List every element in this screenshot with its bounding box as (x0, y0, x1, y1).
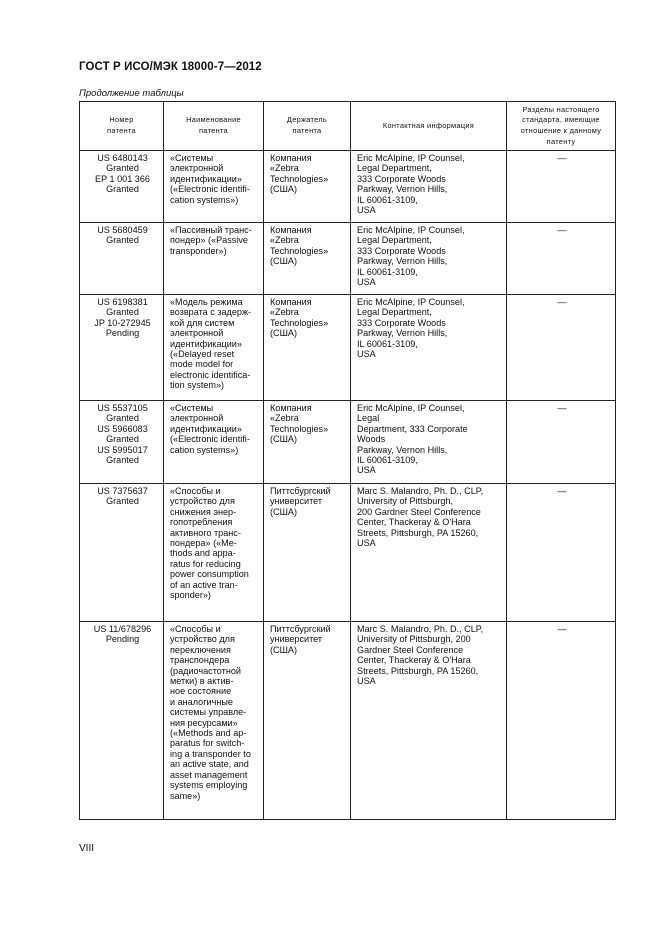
cell-patent-number: US 6198381 Granted JP 10-272945 Pending (80, 295, 164, 401)
cell-patent-number: US 6480143 Granted EP 1 001 366 Granted (80, 151, 164, 223)
table-row (80, 151, 616, 223)
table-header-row (80, 102, 616, 151)
cell-patent-holder: Компания «Zebra Technologies» (США) (264, 151, 351, 223)
cell-contact-info: Marc S. Malandro, Ph. D., CLP, University of Pittsburgh, 200 Gardner Steel Conference Center, Thackeray & O'Hara Streets, Pittsburgh, PA 15260, USA (351, 484, 507, 622)
table-row (80, 223, 616, 295)
cell-patent-name: «Пассивный транс- пондер» («Passive transponder») (164, 223, 264, 295)
cell-related-sections: — (507, 295, 616, 401)
column-header-patent-name: Наименование патента (164, 102, 264, 151)
document-title: ГОСТ Р ИСО/МЭК 18000-7—2012 (79, 61, 262, 73)
column-header-related-sections: Разделы настоящего стандарта, имеющие отношение к данному патенту (507, 102, 616, 151)
cell-patent-holder: Компания «Zebra Technologies» (США) (264, 295, 351, 401)
cell-patent-name: «Системы электронной идентификации» («Electronic identifi- cation systems») (164, 151, 264, 223)
cell-patent-holder: Компания «Zebra Technologies» (США) (264, 401, 351, 484)
cell-related-sections: — (507, 622, 616, 820)
cell-related-sections: — (507, 401, 616, 484)
cell-patent-name: «Способы и устройство для переключения транспондера (радиочастотной метки) в актив- ное состояние и аналогичные системы управле- ния ресурсами» («Methods and ap- paratus for switch- ing a transponder to an active state, and asset management systems employing same») (164, 622, 264, 820)
cell-contact-info: Eric McAlpine, IP Counsel, Legal Department, 333 Corporate Woods Parkway, Vernon Hills, IL 60061-3109, USA (351, 295, 507, 401)
cell-patent-number: US 5680459 Granted (80, 223, 164, 295)
cell-patent-number: US 7375637 Granted (80, 484, 164, 622)
table-row (80, 622, 616, 820)
patent-table (79, 101, 616, 820)
cell-related-sections: — (507, 223, 616, 295)
cell-patent-name: «Модель режима возврата с задерж- кой для систем электронной идентификации» («Delayed reset mode model for electronic identifica- tion system») (164, 295, 264, 401)
column-header-patent-number: Номер патента (80, 102, 164, 151)
cell-contact-info: Eric McAlpine, IP Counsel, Legal Department, 333 Corporate Woods Parkway, Vernon Hills, IL 60061-3109, USA (351, 223, 507, 295)
page-number: VIII (79, 843, 95, 854)
cell-patent-name: «Системы электронной идентификации» («Electronic identifi- cation systems») (164, 401, 264, 484)
cell-related-sections: — (507, 151, 616, 223)
cell-patent-number: US 11/678296 Pending (80, 622, 164, 820)
table-row (80, 484, 616, 622)
table-continuation-caption: Продолжение таблицы (79, 88, 184, 99)
column-header-contact-info: Контактная информация (351, 102, 507, 151)
cell-patent-number: US 5537105 Granted US 5966083 Granted US 5995017 Granted (80, 401, 164, 484)
table-row (80, 295, 616, 401)
cell-contact-info: Eric McAlpine, IP Counsel, Legal Department, 333 Corporate Woods Parkway, Vernon Hills, IL 60061-3109, USA (351, 401, 507, 484)
cell-patent-holder: Питтсбургский университет (США) (264, 484, 351, 622)
cell-patent-holder: Компания «Zebra Technologies» (США) (264, 223, 351, 295)
cell-contact-info: Marc S. Malandro, Ph. D., CLP, University of Pittsburgh, 200 Gardner Steel Conference Center, Thackeray & O'Hara Streets, Pittsburgh, PA 15260, USA (351, 622, 507, 820)
cell-contact-info: Eric McAlpine, IP Counsel, Legal Department, 333 Corporate Woods Parkway, Vernon Hills, IL 60061-3109, USA (351, 151, 507, 223)
column-header-patent-holder: Держатель патента (264, 102, 351, 151)
table-row (80, 401, 616, 484)
cell-patent-holder: Питтсбургский университет (США) (264, 622, 351, 820)
cell-patent-name: «Способы и устройство для снижения энер- гопотребления активного транс- пондера» («Me- thods and appa- ratus for reducing power consumption of an active tran- sponder») (164, 484, 264, 622)
cell-related-sections: — (507, 484, 616, 622)
